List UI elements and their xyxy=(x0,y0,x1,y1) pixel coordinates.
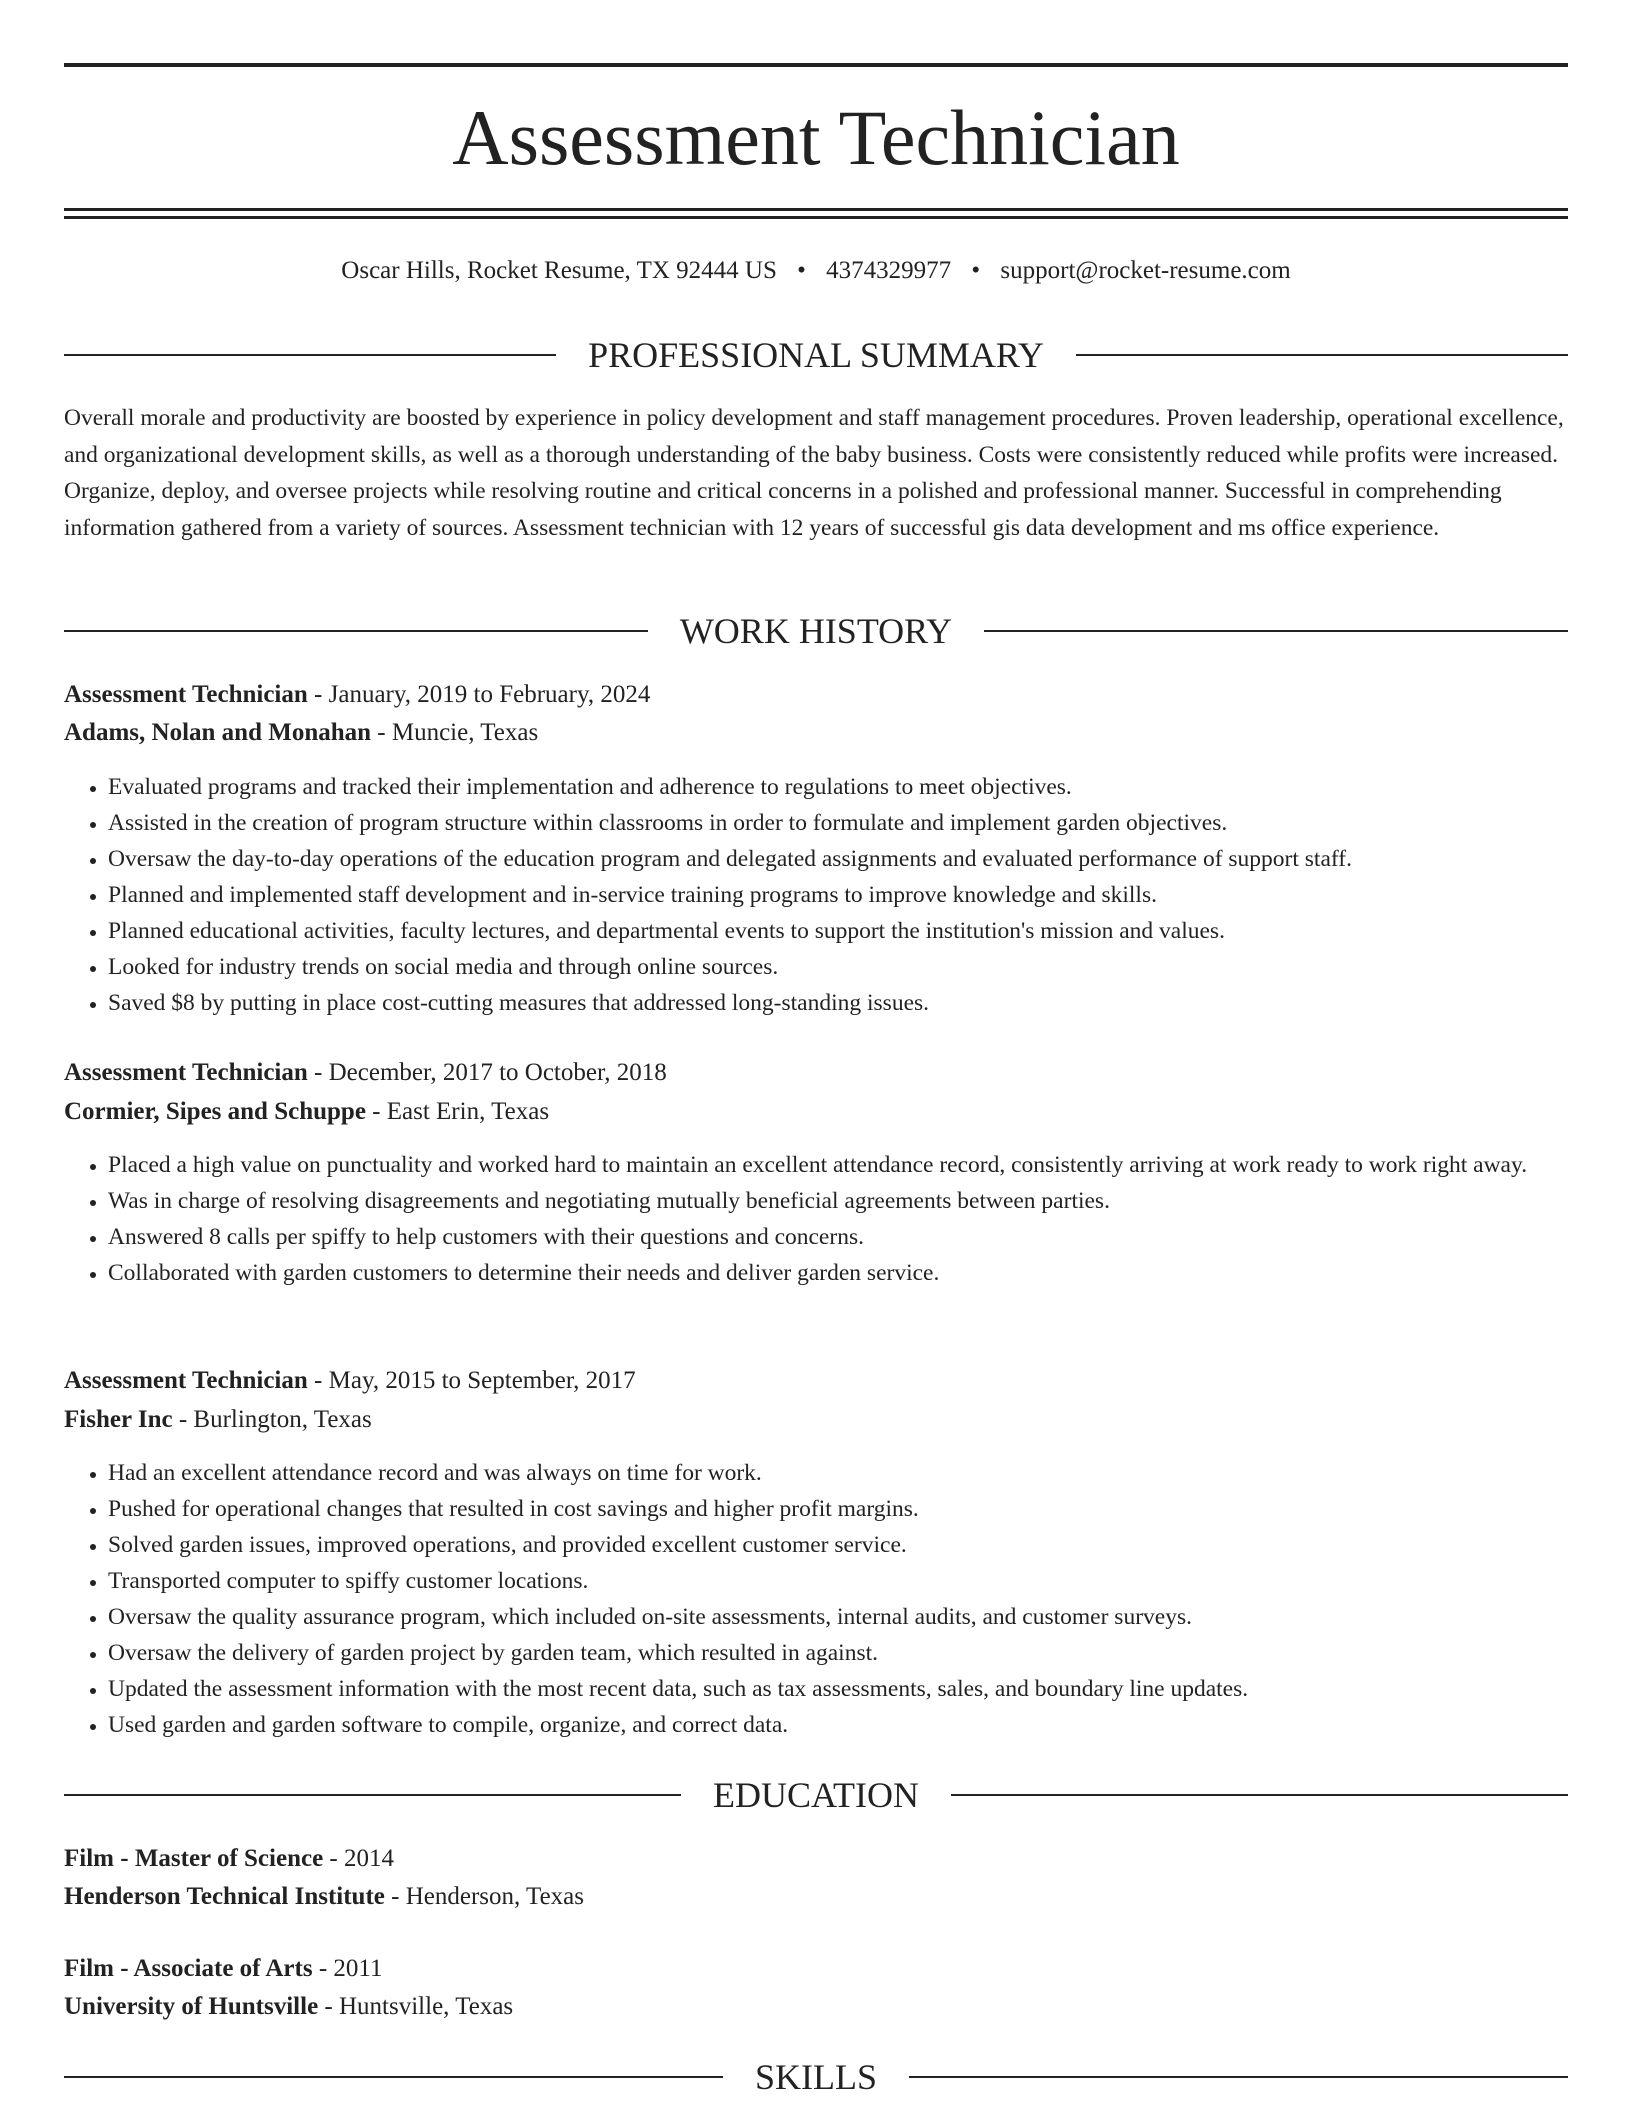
contact-separator: • xyxy=(797,257,806,284)
job-company-line xyxy=(64,1402,1568,1438)
section-label: EDUCATION xyxy=(713,1775,919,1815)
job-company: Cormier, Sipes and Schuppe xyxy=(64,1098,366,1125)
job-dates: - December, 2017 to October, 2018 xyxy=(307,1059,667,1086)
job-location: - Burlington, Texas xyxy=(172,1406,372,1433)
job-company: Fisher Inc xyxy=(64,1406,173,1433)
job-bullet-list xyxy=(64,1455,1568,1743)
contact-separator: • xyxy=(971,257,981,284)
education-degree-line xyxy=(64,1841,1568,1877)
job-title: Assessment Technician xyxy=(64,1367,308,1394)
education-year: - 2014 xyxy=(323,1845,394,1872)
education-school-line xyxy=(64,1989,1568,2025)
list-item: • Oversaw the delivery of garden project by garden team, which resulted in against. xyxy=(108,1635,1568,1671)
section-rule-left xyxy=(64,354,556,356)
job-title-line xyxy=(64,677,1568,713)
education-school: Henderson Technical Institute xyxy=(64,1883,385,1910)
list-item: • Oversaw the day-to-day operations of the education program and delegated assignments and evaluated performance of support staff. xyxy=(108,841,1568,877)
list-item: • Assisted in the creation of program structure within classrooms in order to formulate and implement garden objectives. xyxy=(108,805,1568,841)
list-item: • Saved $8 by putting in place cost-cutting measures that addressed long-standing issues. xyxy=(108,985,1568,1021)
job-bullet-list xyxy=(64,769,1568,1021)
section-heading-work-history xyxy=(64,610,1568,652)
section-rule-right xyxy=(1076,354,1568,356)
section-heading-education xyxy=(64,1774,1568,1816)
job-location: - Muncie, Texas xyxy=(371,719,539,746)
list-item: • Pushed for operational changes that resulted in cost savings and higher profit margins. xyxy=(108,1491,1568,1527)
section-rule-left xyxy=(64,1794,681,1796)
job-bullet-list xyxy=(64,1147,1568,1291)
list-item: • Updated the assessment information with the most recent data, such as tax assessments, sales, and boundary line updates. xyxy=(108,1671,1568,1707)
list-item: • Had an excellent attendance record and was always on time for work. xyxy=(108,1455,1568,1491)
list-item: • Oversaw the quality assurance program, which included on-site assessments, internal audits, and customer surveys. xyxy=(108,1599,1568,1635)
contact-line xyxy=(64,254,1568,288)
job-title: Assessment Technician xyxy=(64,681,308,708)
section-label: WORK HISTORY xyxy=(679,611,953,651)
job-location: - East Erin, Texas xyxy=(365,1098,550,1125)
section-rule-right xyxy=(909,2076,1568,2078)
header-double-rule-lower xyxy=(64,216,1568,219)
header-double-rule-upper xyxy=(64,208,1568,211)
list-item: • Planned and implemented staff development and in-service training programs to improve knowledge and skills. xyxy=(108,877,1568,913)
list-item: • Placed a high value on punctuality and worked hard to maintain an excellent attendance record, consistently arriving at work ready to work right away. xyxy=(108,1147,1568,1183)
header-top-rule xyxy=(64,63,1568,67)
job-company-line xyxy=(64,1094,1568,1130)
job-title-line xyxy=(64,1055,1568,1091)
job-title: Assessment Technician xyxy=(64,1059,308,1086)
job-title-line xyxy=(64,1363,1568,1399)
list-item: • Was in charge of resolving disagreements and negotiating mutually beneficial agreements between parties. xyxy=(108,1183,1568,1219)
education-location: - Huntsville, Texas xyxy=(318,1993,514,2020)
section-rule-right xyxy=(951,1794,1568,1796)
list-item: • Transported computer to spiffy customer locations. xyxy=(108,1563,1568,1599)
job-dates: - January, 2019 to February, 2024 xyxy=(307,681,651,708)
list-item: • Evaluated programs and tracked their implementation and adherence to regulations to meet objectives. xyxy=(108,769,1568,805)
summary-paragraph: Overall morale and productivity are boosted by experience in policy development and staff management procedures. Proven leadership, operational excellence, and organizational development skills, as well as a thorough understanding of the baby business. Costs were consistently reduced while profits were increased. Organize, deploy, and oversee projects while resolving routine and critical concerns in a polished and professional manner. Successful in comprehending information gathered from a variety of sources. Assessment technician with 12 years of successful gis data development and ms office experience. xyxy=(64,405,1564,541)
job-company-line xyxy=(64,715,1568,751)
list-item: • Used garden and garden software to compile, organize, and correct data. xyxy=(108,1707,1568,1743)
education-school: University of Huntsville xyxy=(64,1993,319,2020)
section-label: SKILLS xyxy=(755,2057,878,2097)
resume-title: Assessment Technician xyxy=(452,94,1180,181)
contact-phone: 4374329977 xyxy=(826,257,952,284)
list-item: • Planned educational activities, faculty lectures, and departmental events to support the institution's mission and values. xyxy=(108,913,1568,949)
list-item: • Answered 8 calls per spiffy to help customers with their questions and concerns. xyxy=(108,1219,1568,1255)
section-heading-summary xyxy=(64,334,1568,376)
education-year: - 2011 xyxy=(312,1955,383,1982)
section-heading-skills xyxy=(64,2056,1568,2098)
list-item: • Looked for industry trends on social media and through online sources. xyxy=(108,949,1568,985)
section-rule-left xyxy=(64,2076,723,2078)
section-rule-left xyxy=(64,630,648,632)
education-degree: Film - Associate of Arts xyxy=(64,1955,313,1982)
education-degree-line xyxy=(64,1951,1568,1987)
contact-address: Oscar Hills, Rocket Resume, TX 92444 US xyxy=(341,257,777,284)
list-item: • Collaborated with garden customers to determine their needs and deliver garden service. xyxy=(108,1255,1568,1291)
education-location: - Henderson, Texas xyxy=(384,1883,584,1910)
section-label: PROFESSIONAL SUMMARY xyxy=(588,335,1044,375)
job-dates: - May, 2015 to September, 2017 xyxy=(307,1367,636,1394)
education-degree: Film - Master of Science xyxy=(64,1845,324,1872)
list-item: • Solved garden issues, improved operations, and provided excellent customer service. xyxy=(108,1527,1568,1563)
contact-email: support@rocket-resume.com xyxy=(1000,257,1291,284)
section-rule-right xyxy=(984,630,1568,632)
job-company: Adams, Nolan and Monahan xyxy=(64,719,372,746)
education-school-line xyxy=(64,1879,1568,1915)
